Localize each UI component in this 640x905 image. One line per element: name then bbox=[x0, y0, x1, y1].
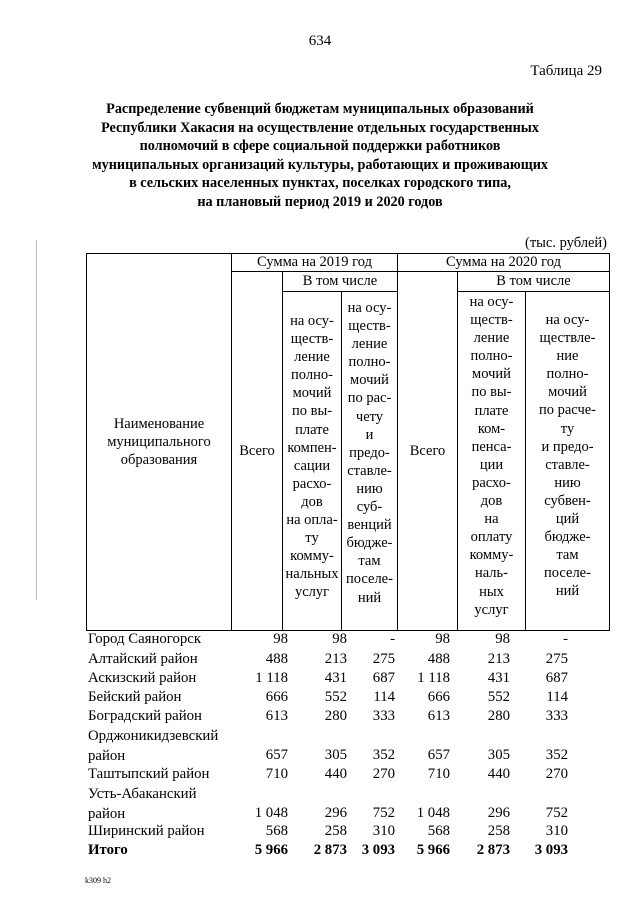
compensation-2019-value: 552 bbox=[324, 689, 347, 705]
calculation-2020-value: 275 bbox=[545, 651, 568, 667]
total-2019-value: 666 bbox=[265, 689, 288, 705]
units-label: (тыс. рублей) bbox=[525, 235, 607, 251]
table-row bbox=[88, 631, 608, 651]
compensation-2020-value: 258 bbox=[487, 823, 510, 839]
header-sum-2020: Сумма на 2020 год bbox=[397, 253, 610, 272]
header-calculation-2020: на осу- ществле- ние полно- мочий по расче- ту и предо- ставле- нию субвен- ций бюдже- там поселе- ний bbox=[525, 291, 610, 631]
row-name: Таштыпский район bbox=[88, 766, 210, 782]
calculation-2020-value: 310 bbox=[545, 823, 568, 839]
compensation-2020-value: 431 bbox=[487, 670, 510, 686]
calculation-2019-value: 270 bbox=[372, 766, 395, 782]
total-2020-value: 666 bbox=[427, 689, 450, 705]
total-2019-value: 657 bbox=[265, 746, 288, 763]
row-name: Итого bbox=[88, 842, 128, 858]
table-label: Таблица 29 bbox=[530, 63, 602, 79]
row-name: Аскизский район bbox=[88, 670, 197, 686]
calculation-2020-value: 752 bbox=[545, 804, 568, 821]
total-2020-value: 568 bbox=[427, 823, 450, 839]
total-2019-value: 488 bbox=[265, 651, 288, 667]
header-name-column: Наименование муниципального образования bbox=[86, 253, 232, 631]
total-2020-value: 657 bbox=[427, 746, 450, 763]
compensation-2019-value: 213 bbox=[324, 651, 347, 667]
calculation-2019-value: 114 bbox=[373, 689, 395, 705]
compensation-2020-value: 296 bbox=[487, 804, 510, 821]
calculation-2020-value: 333 bbox=[545, 708, 568, 724]
page-number: 634 bbox=[308, 33, 332, 49]
total-2019-value: 613 bbox=[265, 708, 288, 724]
header-including-2019: В том числе bbox=[282, 271, 398, 292]
table-row bbox=[88, 823, 608, 843]
total-2019-value: 710 bbox=[265, 766, 288, 782]
compensation-2019-value: 305 bbox=[324, 746, 347, 763]
table-row bbox=[88, 785, 608, 824]
title-line: Республики Хакасия на осуществление отдельных государственных bbox=[101, 119, 539, 136]
compensation-2019-value: 2 873 bbox=[313, 842, 347, 858]
title-line: муниципальных организаций культуры, работающих и проживающих bbox=[91, 156, 548, 173]
row-name: Алтайский район bbox=[88, 651, 198, 667]
table-row bbox=[88, 708, 608, 728]
compensation-2020-value: 213 bbox=[487, 651, 510, 667]
total-2020-value: 1 048 bbox=[416, 804, 450, 821]
margin-mark bbox=[36, 240, 37, 600]
compensation-2019-value: 98 bbox=[332, 631, 347, 647]
table-row-total bbox=[88, 842, 608, 862]
table-row bbox=[88, 670, 608, 690]
calculation-2019-value: 752 bbox=[372, 804, 395, 821]
compensation-2020-value: 552 bbox=[487, 689, 510, 705]
row-name: Ширинский район bbox=[88, 823, 205, 839]
compensation-2020-value: 2 873 bbox=[476, 842, 510, 858]
total-2020-value: 710 bbox=[427, 766, 450, 782]
header-total-2020: Всего bbox=[397, 271, 458, 631]
calculation-2019-value: 333 bbox=[372, 708, 395, 724]
calculation-2020-value: 3 093 bbox=[534, 842, 568, 858]
total-2019-value: 1 048 bbox=[254, 804, 288, 821]
header-total-2019: Всего bbox=[231, 271, 283, 631]
table-row bbox=[88, 689, 608, 709]
calculation-2019-value: 687 bbox=[372, 670, 395, 686]
row-name: Город Саяногорск bbox=[88, 631, 202, 647]
compensation-2019-value: 280 bbox=[324, 708, 347, 724]
header-compensation-2020: на осу- ществ- ление полно- мочий по вы- плате ком- пенса- ции расхо- дов на оплату комму- наль- ных услуг bbox=[457, 291, 526, 631]
total-2020-value: 613 bbox=[427, 708, 450, 724]
table-row bbox=[88, 766, 608, 786]
calculation-2019-value: 275 bbox=[372, 651, 395, 667]
total-2019-value: 1 118 bbox=[255, 670, 288, 686]
total-2020-value: 1 118 bbox=[417, 670, 450, 686]
total-2020-value: 488 bbox=[427, 651, 450, 667]
compensation-2020-value: 98 bbox=[495, 631, 510, 647]
table-row bbox=[88, 651, 608, 671]
compensation-2019-value: 431 bbox=[324, 670, 347, 686]
title-line: полномочий в сфере социальной поддержки работников bbox=[139, 138, 501, 155]
title-line: в сельских населенных пунктах, поселках городского типа, bbox=[129, 175, 511, 192]
compensation-2020-value: 280 bbox=[487, 708, 510, 724]
calculation-2019-value: 3 093 bbox=[361, 842, 395, 858]
header-compensation-2019: на осу- ществ- ление полно- мочий по вы- плате компен- сации расхо- дов на опла- ту комму- нальных услуг bbox=[282, 291, 342, 631]
header-sum-2019: Сумма на 2019 год bbox=[231, 253, 398, 272]
calculation-2019-value: - bbox=[390, 631, 395, 647]
compensation-2019-value: 296 bbox=[324, 804, 347, 821]
title-line: на плановый период 2019 и 2020 годов bbox=[197, 193, 443, 210]
compensation-2020-value: 440 bbox=[487, 766, 510, 782]
row-name: Орджоникидзевский район bbox=[88, 728, 219, 764]
header-calculation-2019: на осу- ществ- ление полно- мочий по рас- чету и предо- ставле- нию суб- венций бюдже- там поселе- ний bbox=[341, 291, 398, 631]
calculation-2020-value: 687 bbox=[545, 670, 568, 686]
total-2020-value: 5 966 bbox=[416, 842, 450, 858]
row-name: Боградский район bbox=[88, 708, 202, 724]
table-row bbox=[88, 727, 608, 766]
compensation-2020-value: 305 bbox=[487, 746, 510, 763]
row-name: Усть-Абаканский район bbox=[88, 786, 197, 822]
compensation-2019-value: 258 bbox=[324, 823, 347, 839]
header-including-2020: В том числе bbox=[457, 271, 610, 292]
footer-code: k309 h2 bbox=[85, 876, 111, 885]
total-2019-value: 568 bbox=[265, 823, 288, 839]
title-line: Распределение субвенций бюджетам муниципальных образований bbox=[106, 101, 534, 117]
total-2020-value: 98 bbox=[435, 631, 450, 647]
compensation-2019-value: 440 bbox=[324, 766, 347, 782]
total-2019-value: 5 966 bbox=[254, 842, 288, 858]
calculation-2019-value: 352 bbox=[372, 746, 395, 763]
row-name: Бейский район bbox=[88, 689, 182, 705]
calculation-2020-value: 114 bbox=[546, 689, 568, 705]
total-2019-value: 98 bbox=[273, 631, 288, 647]
document-title bbox=[80, 100, 560, 212]
calculation-2020-value: - bbox=[563, 631, 568, 647]
calculation-2020-value: 270 bbox=[545, 766, 568, 782]
calculation-2020-value: 352 bbox=[545, 746, 568, 763]
calculation-2019-value: 310 bbox=[372, 823, 395, 839]
